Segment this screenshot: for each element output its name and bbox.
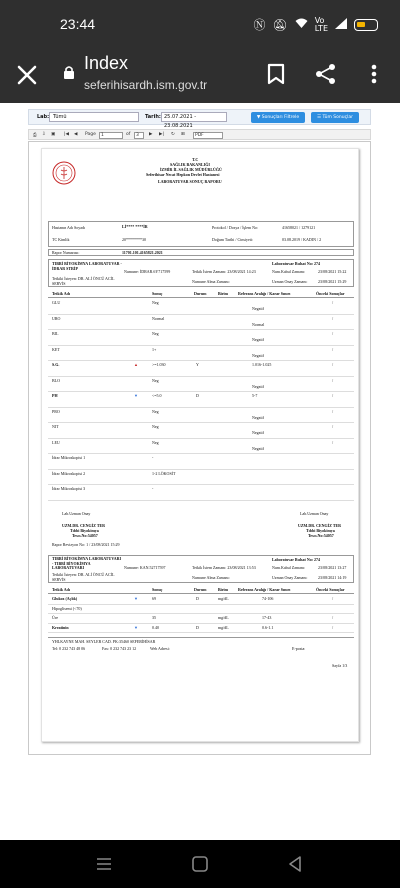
refresh-icon[interactable]: ↻ [171,132,175,137]
cell-status: D [196,596,199,601]
section2-accept-label: Num.Kabul Zamanı: [272,565,306,570]
row-divider [48,453,354,454]
zoom-icon[interactable]: ⊞ [181,132,185,137]
cell-result: 35 [152,615,156,620]
cell-name: URO [52,315,61,321]
cell-result: - [152,486,154,491]
high-arrow-icon: ▲ [134,362,138,367]
cell-reference: 17-43 [262,615,272,620]
col2-unit: Birim [218,587,228,592]
lab-report [41,148,359,742]
page-url[interactable]: seferihisardh.ism.gov.tr [84,78,208,92]
sign-right-dept: Tıbbi Biyokimya [306,528,335,533]
section1-accept-value: 23/08/2021 15:22 [318,269,347,274]
status-bar [0,0,400,48]
cell-name: GLU [52,300,61,305]
cell-prev: / [332,315,334,321]
cell-result: 1-2 LÖKOSİT [152,470,176,476]
tc-value: 20********30 [122,237,146,242]
first-page-icon[interactable]: |◀ [64,132,69,137]
cell-status: Y [196,362,199,367]
cell-name: NIT [52,424,59,429]
section2-lab-name: TIBBİ BİYOKİMYA LABORATUVARI - TIBBİ BİYOKİMYA LABORATUVARI [52,556,122,571]
cell-prev: / [332,393,334,398]
col-status: Durum [194,291,207,296]
wifi-icon [295,18,308,32]
prev-page-icon[interactable]: ◀ [74,132,78,137]
row-divider [48,422,354,423]
section2-approve-label: Uzman Onay Zamanı: [272,575,308,580]
protocol-value: 41658021 / 1279121 [282,225,316,230]
export-format-select[interactable]: PDF [193,132,223,139]
cell-reference: Negatif [252,352,264,358]
section2-accept-value: 23/08/2021 13:27 [318,565,347,570]
bookmark-button[interactable] [262,60,290,88]
row-divider [48,469,354,470]
ministry-logo-icon [52,161,76,185]
low-arrow-icon: ▼ [134,393,138,398]
browser-app-bar [0,48,400,103]
sign-left-reg: Tescı.No:54057 [72,533,98,538]
cell-name: Hipoglisemi (<70) [52,605,82,611]
back-icon[interactable] [285,854,305,874]
section1-lab-name: TIBBİ BİYOKİMYA LABORATUVAR - İDRAR STRİP [52,261,122,271]
footer-divider [48,637,354,638]
section1-sample-time: Numune Alma Zamanı: [192,279,230,284]
cell-name: Kreatinin [52,624,69,630]
section1-doctor: Tetkiki İsteyen: DR. ALİ ÖNCÜ ACİL SERVİS [52,276,115,286]
header2-divider [48,593,354,594]
total-pages: 3 [134,132,144,139]
cell-reference: Negatif [252,337,264,342]
cell-reference: 74-106 [262,596,274,601]
sign-right-name: UZM.DR. CENGİZ TER [298,523,342,528]
header-hospital: Seferihisar Necat Hepkon Devlet Hastanesi [146,172,220,177]
report-number-box [48,249,354,256]
row-divider [48,376,354,377]
cell-unit: mg/dL [218,596,229,601]
cell-prev: / [332,362,334,367]
date-label: Tarih: [145,114,161,120]
section1-accept-label: Num.Kabul Zamanı: [272,269,306,274]
report-number: 11701.101.4165821.2021 [122,250,163,255]
row-divider [48,500,354,501]
close-button[interactable] [14,62,40,88]
cell-name: KET [52,346,60,352]
cell-reference: Normal [252,321,265,327]
print-icon[interactable]: ⎙ [33,133,37,138]
volte-icon: Vo LTE [314,15,328,33]
cell-result: Neg [152,331,159,336]
sign-left-dept: Tıbbi Biyokimya [70,528,99,533]
low-arrow-icon: ▼ [134,624,138,630]
section2-sample-time: Numune Alma Zamanı: [192,575,230,580]
col-reference: Referans Aralığı / Karar Sınırı [238,291,291,296]
lock-icon [62,64,76,78]
cell-result: Neg [152,408,159,414]
cell-reference: Negatif [252,445,264,451]
cell-prev: / [332,624,334,630]
more-vert-icon [371,64,377,84]
row-divider [48,484,354,485]
section2-sample: Numune: KAN.52717597 [124,565,166,570]
section2-doctor: Tetkiki İsteyen: DR. ALİ ÖNCÜ ACİL SERVİS [52,572,115,582]
list-icon: ☰ [317,115,323,120]
patient-name: Lİ**** ****İR [122,224,148,229]
page-label: Page [85,132,96,137]
cell-unit: mg/dL [218,624,229,630]
section1-approve-label: Uzman Onay Zamanı: [272,279,308,284]
cell-prev: / [332,300,334,305]
page-title: Index [84,53,129,73]
signal-icon [335,18,347,32]
footer-page: Sayfa 1/3 [332,663,348,668]
nfc-icon: Ⓝ [253,18,266,32]
recent-apps-icon[interactable] [94,854,114,874]
home-icon[interactable] [190,854,210,874]
birth-value: 03.08.2019 / KADIN / 2 [282,237,322,242]
last-page-icon[interactable]: ▶| [159,132,164,137]
cell-name: İdrar Mikroskopisi 1 [52,455,86,460]
cell-prev: / [332,615,334,620]
lab-label: Lab: [37,114,50,120]
cell-prev: / [332,331,334,336]
header-ministry: SAĞLIK BAKANLIĞI [170,162,210,167]
bookmark-icon [267,63,285,85]
mute-icon: 🔕︎ [272,17,288,32]
cell-name: PH [52,393,58,398]
section1-lab-no: Laboratuvar Bulsat No: 274 [272,261,321,266]
filter-results-button[interactable]: ▼ Sonuçları Filtrele [251,112,305,123]
birth-label: Doğum Tarihi / Cinsiyeti: [212,237,254,242]
cell-result: 0.40 [152,624,159,630]
col-test: Tetkik Adı [52,291,70,296]
more-options-button[interactable] [360,60,388,88]
footer-address: YHLKAYNE MAH. SEYLER CAD. PK:35460 SEFERİHİSAR [52,639,156,644]
section2-approve-value: 23/08/2021 14:19 [318,575,347,580]
row-divider [48,613,354,614]
cell-reference: Negatif [252,306,264,311]
sign-left-title: Lab.Uzman Onay [62,511,91,516]
web-page [0,103,400,840]
col2-reference: Referans Aralığı / Karar Sınırı [238,587,291,592]
row-divider [48,329,354,330]
page-number-input[interactable]: 1 [99,132,123,139]
share-icon [315,63,337,85]
cell-result: Neg [152,300,159,305]
cell-prev: / [332,596,334,601]
cell-result: Normal [152,315,165,321]
cell-name: S.G. [52,362,60,367]
col-unit: Birim [218,291,228,296]
cell-name: İdrar Mikroskopisi 3 [52,486,86,491]
section1-request-time: Tetkik İstem Zamanı: 23/08/2021 14:23 [192,269,256,274]
cell-reference: Negatif [252,383,264,389]
cell-reference: 1.016-1.025 [252,362,272,367]
footer-tel: Tel: 0 232 743 48 06 [52,646,86,651]
low-arrow-icon: ▼ [134,596,138,601]
share-button[interactable] [312,60,340,88]
cell-prev: / [332,346,334,352]
cell-name: Üre [52,615,58,620]
col2-previous: Önceki Sonuçlar [316,587,345,592]
cell-prev: / [332,424,334,429]
col2-test: Tetkik Adı [52,587,70,592]
all-results-button[interactable]: ☰ Tüm Sonuçlar [311,112,359,123]
cell-reference: 0.6-1.1 [262,624,274,630]
row-divider [48,632,354,633]
cell-prev: / [332,408,334,414]
cell-status: D [196,393,199,398]
revision-line: Rapor Revizyon No: 1 / 23/08/2021 15:29 [52,542,120,547]
cell-result: <=5.0 [152,393,162,398]
col-previous: Önceki Sonuçlar [316,291,345,296]
cell-name: BIL [52,331,59,336]
cell-result: Neg [152,424,159,429]
report-number-label: Rapor Numarası: [52,250,80,255]
cell-reference: Negatif [252,430,264,435]
section1-approve-value: 23/08/2021 15:29 [318,279,347,284]
sign-right-title: Lab.Uzman Onay [300,511,329,516]
patient-name-label: Hastanın Adı Soyadı [52,225,86,230]
cell-name: PRO [52,408,60,414]
footer-fax: Fax: 0 232 743 23 12 [102,646,137,651]
row-divider [48,604,354,605]
cell-name: BLO [52,377,60,383]
header-report-title: LABORATUVAR SONUÇ RAPORU [158,179,222,184]
filter-icon: ▼ [256,115,262,120]
row-divider [48,314,354,315]
row-divider [48,345,354,346]
section2-request-time: Tetkik İstem Zamanı: 23/08/2021 13:53 [192,565,256,570]
sign-left-name: UZM.DR. CENGİZ TER [62,523,106,528]
section2-lab-no: Laboratuvar Bulsat No: 274 [272,557,321,562]
status-icons [253,16,378,33]
cell-result: - [152,455,154,460]
cell-reference: Negatif [252,414,264,420]
cell-name: LEU [52,439,60,445]
row-divider [48,623,354,624]
lab-select[interactable]: Tümü [49,112,139,122]
cell-unit: mg/dL [218,615,229,620]
header-tc: T.C [192,157,199,162]
footer-email: E-posta: [292,646,306,651]
col2-status: Durum [194,587,207,592]
filter-bar [28,109,371,129]
cell-status: D [196,624,199,630]
cell-name: Glukoz (Açlık) [52,596,78,601]
battery-icon [354,19,378,31]
footer-web: Web Adresi: [150,646,170,651]
col-result: Sonuç [152,291,163,296]
row-divider [48,438,354,439]
header-directorate: İZMİR İL SAĞLIK MÜDÜRLÜĞÜ [160,167,222,172]
cell-result: 1+ [152,346,157,352]
sign-right-reg: Tescı.No:54057 [308,533,334,538]
cell-reference: 5-7 [252,393,258,398]
protocol-label: Protokol / Dosya / İşlem No: [212,225,259,230]
date-range-input[interactable]: 25.07.2021 - 23.08.2021 [161,112,227,122]
header-divider [48,297,354,298]
report-viewer-toolbar [28,129,371,140]
status-time: 23:44 [60,16,96,32]
cell-result: 69 [152,596,156,601]
of-label: of [126,132,131,137]
next-page-icon[interactable]: ▶ [149,132,153,137]
cell-result: >=1.030 [152,362,166,367]
row-divider [48,391,354,392]
cell-prev: / [332,377,334,383]
cell-name: İdrar Mikroskopisi 2 [52,470,86,476]
row-divider [48,407,354,408]
export-icon[interactable]: ⇩ [42,132,46,137]
cell-result: Neg [152,377,159,383]
cell-prev: / [332,439,334,445]
col2-result: Sonuç [152,587,163,592]
system-nav-bar [0,840,400,888]
report-frame [28,141,371,755]
row-divider [48,360,354,361]
section1-sample: Numune: İDRAR.6Y717599 [124,269,171,274]
tc-label: TC Kimlik [52,237,70,242]
save-icon[interactable]: ▣ [51,132,56,137]
close-icon [14,62,40,88]
cell-result: Neg [152,439,159,445]
